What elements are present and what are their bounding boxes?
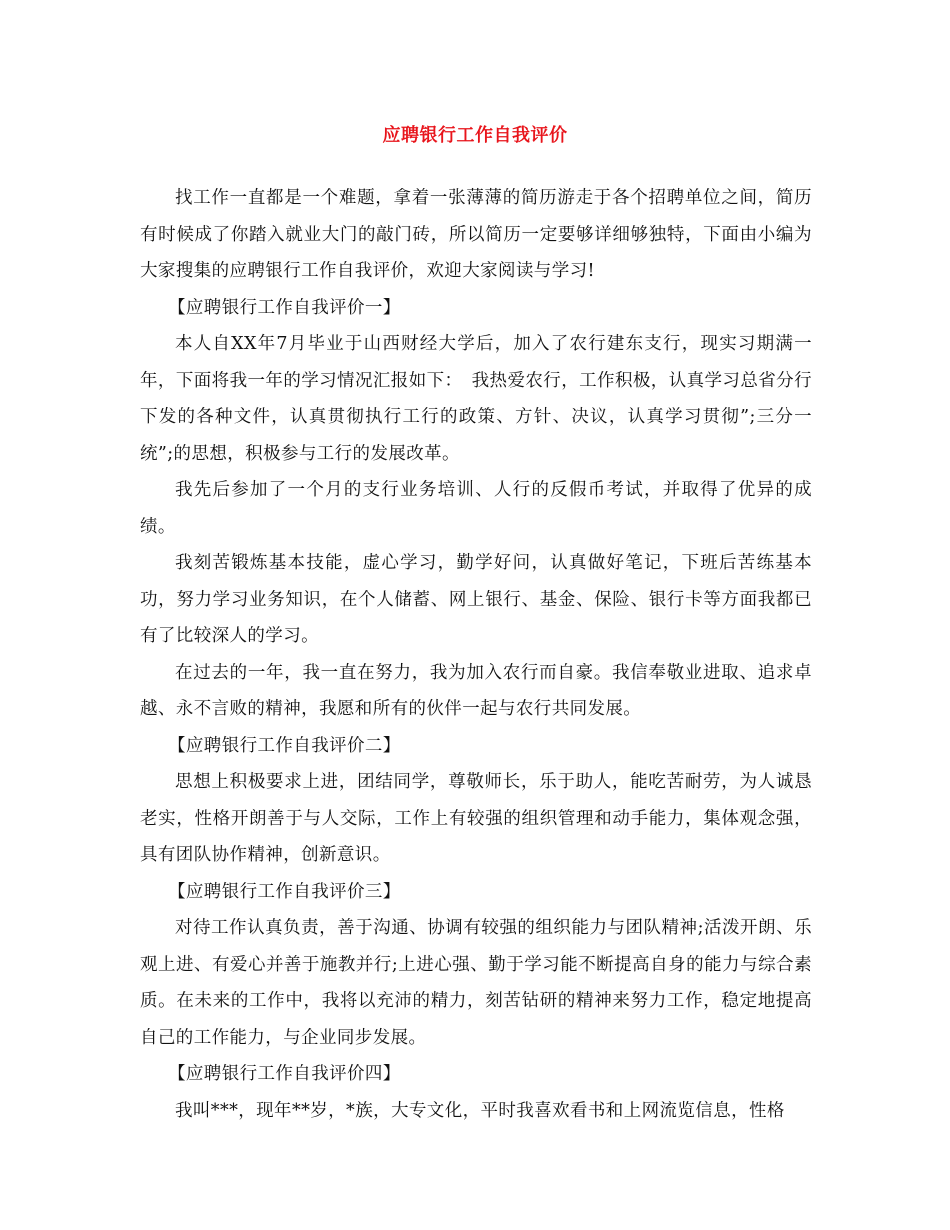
document-body xyxy=(140,180,812,1129)
section-2-paragraph: 思想上积极要求上进，团结同学，尊敬师长，乐于助人，能吃苦耐劳，为人诚恳老实，性格开朗善于与人交际，工作上有较强的组织管理和动手能力，集体观念强，具有团队协作精神，创新意识。 xyxy=(140,772,812,865)
section-1-paragraph-1: 本人自XX年7月毕业于山西财经大学后，加入了农行建东支行，现实习期满一年，下面将我一年的学习情况汇报如下： 我热爱农行，工作积极，认真学习总省分行下发的各种文件，认真贯彻执行工行的政策、方针、决议，认真学习贯彻”;三分一统”;的思想，积极参与工行的发展改革。 xyxy=(140,334,812,464)
section-4-paragraph: 我叫***，现年**岁，*族，大专文化，平时我喜欢看书和上网流览信息，性格 xyxy=(175,1100,785,1121)
document-title: 应聘银行工作自我评价 xyxy=(382,125,568,146)
section-heading-3: 【应聘银行工作自我评价三】 xyxy=(168,881,401,902)
section-heading-2: 【应聘银行工作自我评价二】 xyxy=(168,735,401,756)
intro-paragraph: 找工作一直都是一个难题，拿着一张薄薄的简历游走于各个招聘单位之间，简历有时候成了你踏入就业大门的敲门砖，所以简历一定要够详细够独特，下面由小编为大家搜集的应聘银行工作自我评价，欢迎大家阅读与学习! xyxy=(140,188,812,281)
section-heading-4: 【应聘银行工作自我评价四】 xyxy=(168,1064,401,1084)
section-3-paragraph: 对待工作认真负责，善于沟通、协调有较强的组织能力与团队精神;活泼开朗、乐观上进、有爱心并善于施教并行;上进心强、勤于学习能不断提高自身的能力与综合素质。在未来的工作中，我将以充沛的精力，刻苦钻研的精神来努力工作，稳定地提高自己的工作能力，与企业同步发展。 xyxy=(140,918,812,1048)
section-1-paragraph-4: 在过去的一年，我一直在努力，我为加入农行而自豪。我信奉敬业进取、追求卓越、永不言败的精神，我愿和所有的伙伴一起与农行共同发展。 xyxy=(140,662,812,719)
section-heading-1: 【应聘银行工作自我评价一】 xyxy=(168,297,401,318)
section-1-paragraph-2: 我先后参加了一个月的支行业务培训、人行的反假币考试，并取得了优异的成绩。 xyxy=(140,480,812,537)
section-1-paragraph-3: 我刻苦锻炼基本技能，虚心学习，勤学好问，认真做好笔记，下班后苦练基本功，努力学习业务知识，在个人储蓄、网上银行、基金、保险、银行卡等方面我都已有了比较深人的学习。 xyxy=(140,553,812,646)
